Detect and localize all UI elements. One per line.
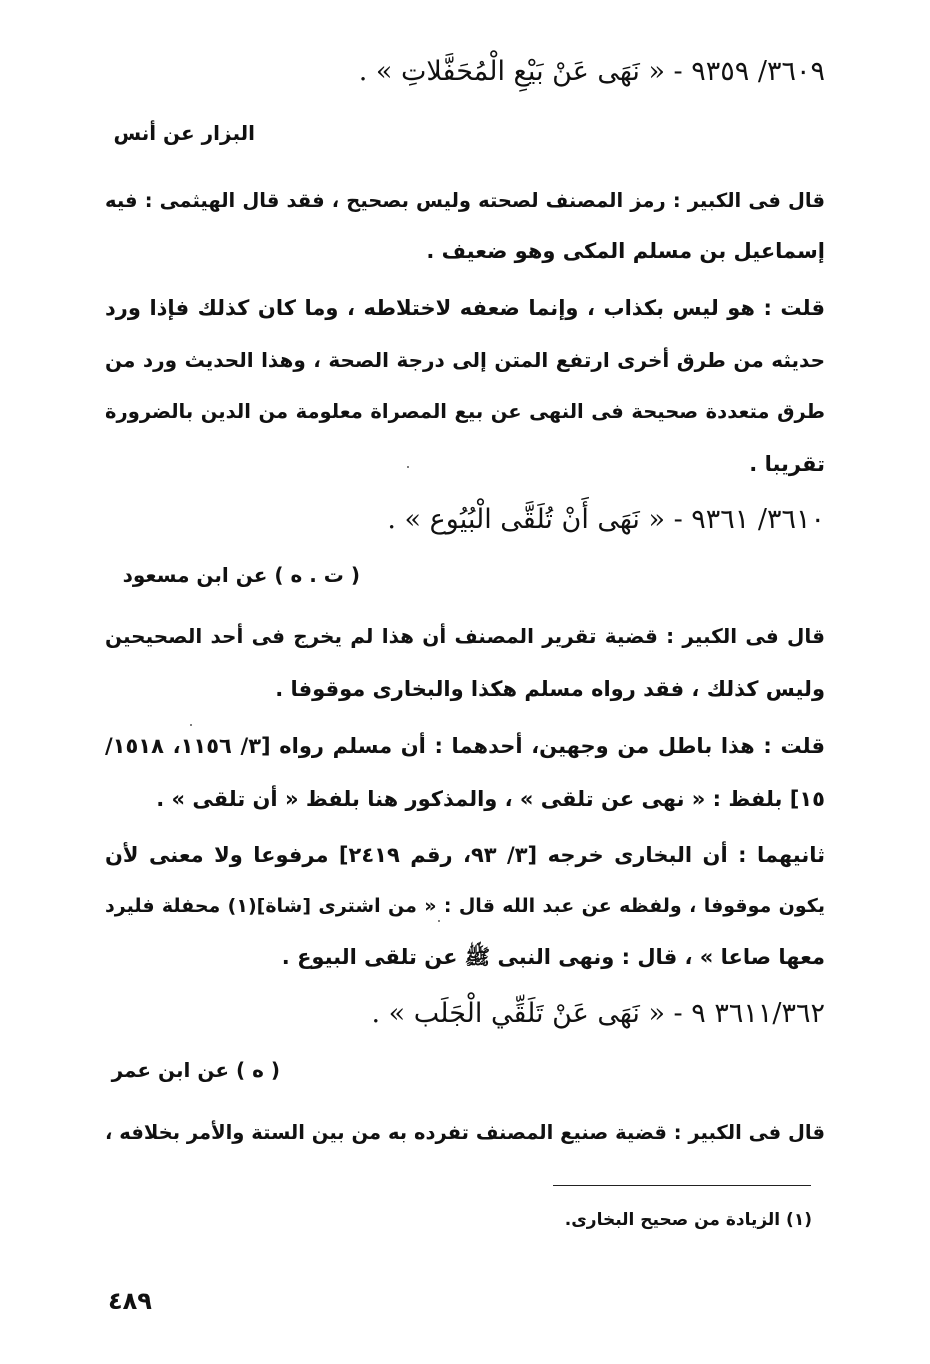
hadith-source: ( ت . ه ) عن ابن مسعود [122, 563, 360, 587]
footnote-divider [553, 1185, 811, 1186]
commentary-line: قال فى الكبير : رمز المصنف لصحته وليس بصحيح ، فقد قال الهيثمى : فيه [105, 189, 825, 212]
commentary-line: تقريبا . [749, 452, 825, 476]
hadith-source: البزار عن أنس [113, 121, 255, 145]
commentary-line: قلت : هذا باطل من وجهين، أحدهما : أن مسلم رواه [٣/ ١١٥٦، ١٥١٨/ [105, 734, 825, 758]
page-number: ٤٨٩ [108, 1287, 152, 1315]
commentary-line: يكون موقوفا ، ولفظه عن عبد الله قال : « من اشترى [شاة](١) محفلة فليرد [105, 895, 825, 917]
hadith-heading-3611: ٣٦١١/٣٦٢ ٩ - « نَهَى عَنْ تَلَقِّي الْجَلَب » . [371, 998, 825, 1029]
commentary-line: إسماعيل بن مسلم المكى وهو ضعيف . [426, 239, 825, 263]
hadith-heading-3610: ٣٦١٠/ ٩٣٦١ - « نَهَى أَنْ تُلَقَّى الْبُيُوع » . [387, 504, 825, 535]
commentary-line: قلت : هو ليس بكذاب ، وإنما ضعفه لاختلاطه ، وما كان كذلك فإذا ورد [105, 296, 825, 320]
hadith-heading-3609: ٣٦٠٩/ ٩٣٥٩ - « نَهَى عَنْ بَيْعِ الْمُحَفَّلاتِ » . [358, 56, 825, 87]
scan-speck [407, 466, 409, 468]
commentary-line: ثانيهما : أن البخارى خرجه [٣/ ٩٣، رقم ٢٤١٩] مرفوعا ولا معنى لأن [105, 843, 825, 867]
commentary-line: طرق متعددة صحيحة فى النهى عن بيع المصراة معلومة من الدين بالضرورة [105, 400, 825, 423]
commentary-line: معها صاعا » ، قال : ونهى النبى ﷺ عن تلقى البيوع . [281, 945, 825, 969]
scan-speck [438, 920, 440, 922]
commentary-line: قال فى الكبير : قضية صنيع المصنف تفرده به من بين الستة والأمر بخلافه ، [105, 1121, 825, 1144]
commentary-line: حديثه من طرق أخرى ارتفع المتن إلى درجة الصحة ، وهذا الحديث ورد من [105, 348, 825, 372]
commentary-line: ١٥] بلفظ : « نهى عن تلقى » ، والمذكور هنا بلفظ « أن تلقى » . [156, 787, 825, 811]
scan-speck [190, 724, 192, 726]
commentary-line: وليس كذلك ، فقد رواه مسلم هكذا والبخارى موقوفا . [275, 677, 825, 701]
commentary-line: قال فى الكبير : قضية تقرير المصنف أن هذا لم يخرج فى أحد الصحيحين [105, 624, 825, 648]
footnote: (١) الزيادة من صحيح البخارى. [564, 1210, 812, 1230]
hadith-source: ( ه ) عن ابن عمر [111, 1058, 280, 1082]
